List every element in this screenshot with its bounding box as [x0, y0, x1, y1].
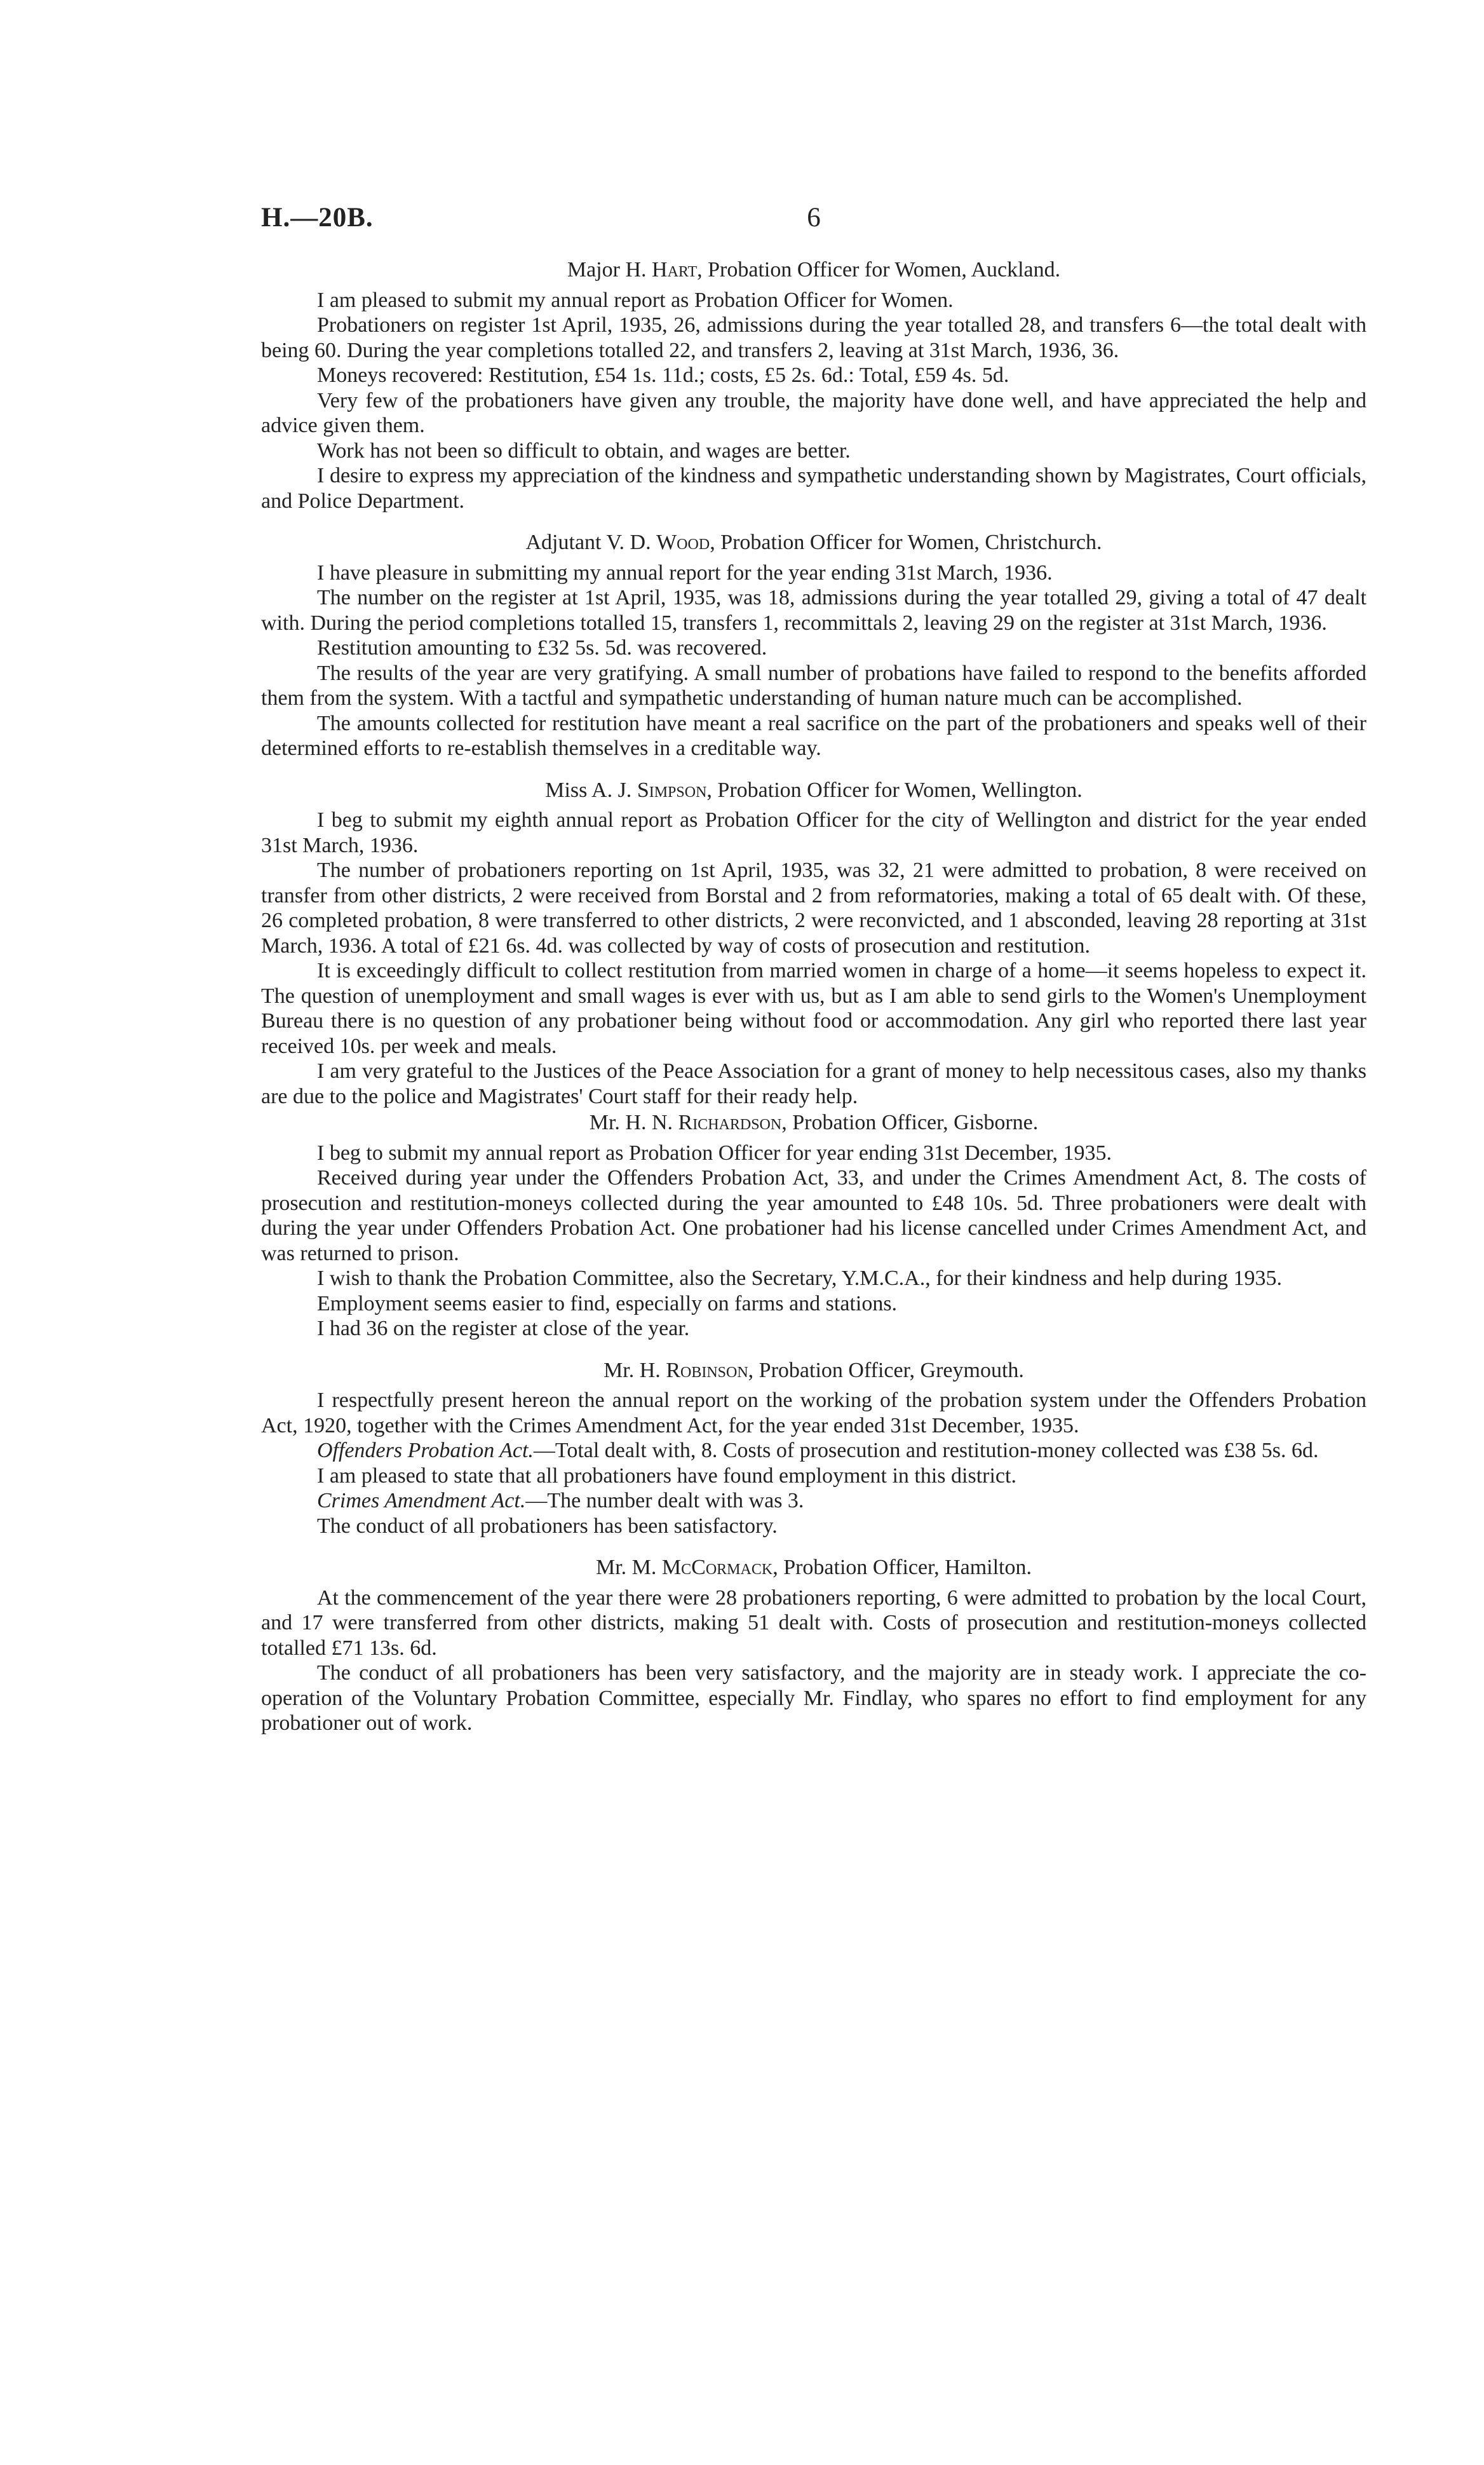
paragraph: Moneys recovered: Restitution, £54 1s. 11d.; costs, £5 2s. 6d.: Total, £59 4s. 5d.	[317, 363, 1009, 387]
officer-name: Richardson	[678, 1111, 782, 1134]
section-heading-simpson: Miss A. J. Simpson, Probation Officer for Women, Wellington.	[545, 778, 1083, 802]
section-heading-mccormack: Mr. M. McCormack, Probation Officer, Hamilton.	[595, 1556, 1032, 1579]
officer-name: McCormack	[661, 1556, 773, 1579]
paragraph: I desire to express my appreciation of the kindness and sympathetic understanding shown by Magistrates, Court officials, and Police Department.	[261, 464, 1366, 513]
paragraph: I had 36 on the register at close of the year.	[317, 1317, 690, 1340]
paragraph: I beg to submit my annual report as Probation Officer for year ending 31st December, 1935.	[317, 1141, 1112, 1165]
paragraph: The results of the year are very gratifying. A small number of probations have failed to respond to the benefits afforded them from the system. With a tactful and sympathetic understanding of human nature much can be accomplished.	[261, 661, 1366, 710]
section-heading-robinson: Mr. H. Robinson, Probation Officer, Greymouth.	[604, 1358, 1024, 1382]
paragraph: At the commencement of the year there were 28 probationers reporting, 6 were admitted to probation by the local Court, and 17 were transferred from other districts, making 51 dealt with. Costs of prosecution and restitution-moneys collected totalled £71 13s. 6d.	[261, 1586, 1366, 1660]
document-reference: H.—20B.	[261, 203, 374, 233]
paragraph: The conduct of all probationers has been very satisfactory, and the majority are in steady work. I appreciate the co-operation of the Voluntary Probation Committee, especially Mr. Findlay, who spares no effort to find employment for any probationer out of work.	[261, 1661, 1366, 1735]
paragraph: Probationers on register 1st April, 1935, 26, admissions during the year totalled 28, and transfers 6—the total dealt with being 60. During the year completions totalled 22, and transfers 2, leaving at 31st March, 1936, 36.	[261, 313, 1366, 362]
crimes-amendment-paragraph: Crimes Amendment Act.—The number dealt with was 3.	[317, 1489, 804, 1512]
paragraph: It is exceedingly difficult to collect restitution from married women in charge of a home—it seems hopeless to expect it. The question of unemployment and small wages is ever with us, but as I am able to send girls to the Women's Unemployment Bureau there is no question of any probationer being without food or accommodation. Any girl who reported there last year received 10s. per week and meals.	[261, 959, 1366, 1058]
paragraph: I wish to thank the Probation Committee, also the Secretary, Y.M.C.A., for their kindness and help during 1935.	[317, 1266, 1283, 1290]
paragraph: The amounts collected for restitution have meant a real sacrifice on the part of the probationers and speaks well of their determined efforts to re-establish themselves in a creditable way.	[261, 711, 1366, 760]
offenders-probation-paragraph: Offenders Probation Act.—Total dealt with, 8. Costs of prosecution and restitution-money collected was £38 5s. 6d.	[317, 1439, 1319, 1462]
paragraph: The number of probationers reporting on 1st April, 1935, was 32, 21 were admitted to probation, 8 were received on transfer from other districts, 2 were received from Borstal and 2 from reformatories, making a total of 65 dealt with. Of these, 26 completed probation, 8 were transferred to other districts, 2 were reconvicted, and 1 absconded, leaving 28 reporting at 31st March, 1936. A total of £21 6s. 4d. was collected by way of costs of prosecution and restitution.	[261, 859, 1366, 958]
paragraph: Restitution amounting to £32 5s. 5d. was recovered.	[317, 636, 767, 660]
paragraph: Very few of the probationers have given any trouble, the majority have done well, and have appreciated the help and advice given them.	[261, 388, 1366, 437]
paragraph: The number on the register at 1st April, 1935, was 18, admissions during the year totalled 29, giving a total of 47 dealt with. During the period completions totalled 15, transfers 1, recommittals 2, leaving 29 on the register at 31st March, 1936.	[261, 586, 1366, 635]
section-heading-hart: Major H. Hart, Probation Officer for Women, Auckland.	[567, 258, 1061, 282]
officer-name: Simpson	[637, 778, 707, 802]
section-heading-wood: Adjutant V. D. Wood, Probation Officer for Women, Christchurch.	[525, 531, 1102, 554]
paragraph: Received during year under the Offenders Probation Act, 33, and under the Crimes Amendment Act, 8. The costs of prosecution and restitution-moneys collected during the year amounted to £48 10s. 5d. Three probationers were dealt with during the year under Offenders Probation Act. One probationer had his license cancelled under Crimes Amendment Act, and was returned to prison.	[261, 1166, 1366, 1265]
paragraph: I am pleased to state that all probationers have found employment in this district.	[317, 1463, 1016, 1488]
act-title: Offenders Probation Act.	[317, 1439, 534, 1462]
officer-name: Wood	[656, 531, 710, 554]
paragraph: I respectfully present hereon the annual report on the working of the probation system under the Offenders Probation Act, 1920, together with the Crimes Amendment Act, for the year ended 31st December, 1935.	[261, 1389, 1366, 1437]
page-number: 6	[807, 203, 821, 233]
paragraph: The conduct of all probationers has been satisfactory.	[317, 1514, 778, 1538]
paragraph: I have pleasure in submitting my annual report for the year ending 31st March, 1936.	[317, 560, 1053, 585]
act-title: Crimes Amendment Act.	[317, 1489, 526, 1512]
section-heading-richardson: Mr. H. N. Richardson, Probation Officer, Gisborne.	[589, 1111, 1039, 1134]
page-header	[261, 202, 1366, 240]
paragraph: Employment seems easier to find, especially on farms and stations.	[317, 1291, 898, 1315]
paragraph: I am very grateful to the Justices of the Peace Association for a grant of money to help necessitous cases, also my thanks are due to the police and Magistrates' Court staff for their ready help.	[261, 1059, 1366, 1108]
officer-name: Hart	[652, 258, 698, 282]
officer-name: Robinson	[666, 1358, 748, 1382]
paragraph: Work has not been so difficult to obtain, and wages are better.	[317, 438, 851, 463]
paragraph: I beg to submit my eighth annual report as Probation Officer for the city of Wellington and district for the year ended 31st March, 1936.	[261, 808, 1366, 857]
paragraph: I am pleased to submit my annual report as Probation Officer for Women.	[317, 288, 954, 312]
report-body	[261, 257, 1366, 1736]
